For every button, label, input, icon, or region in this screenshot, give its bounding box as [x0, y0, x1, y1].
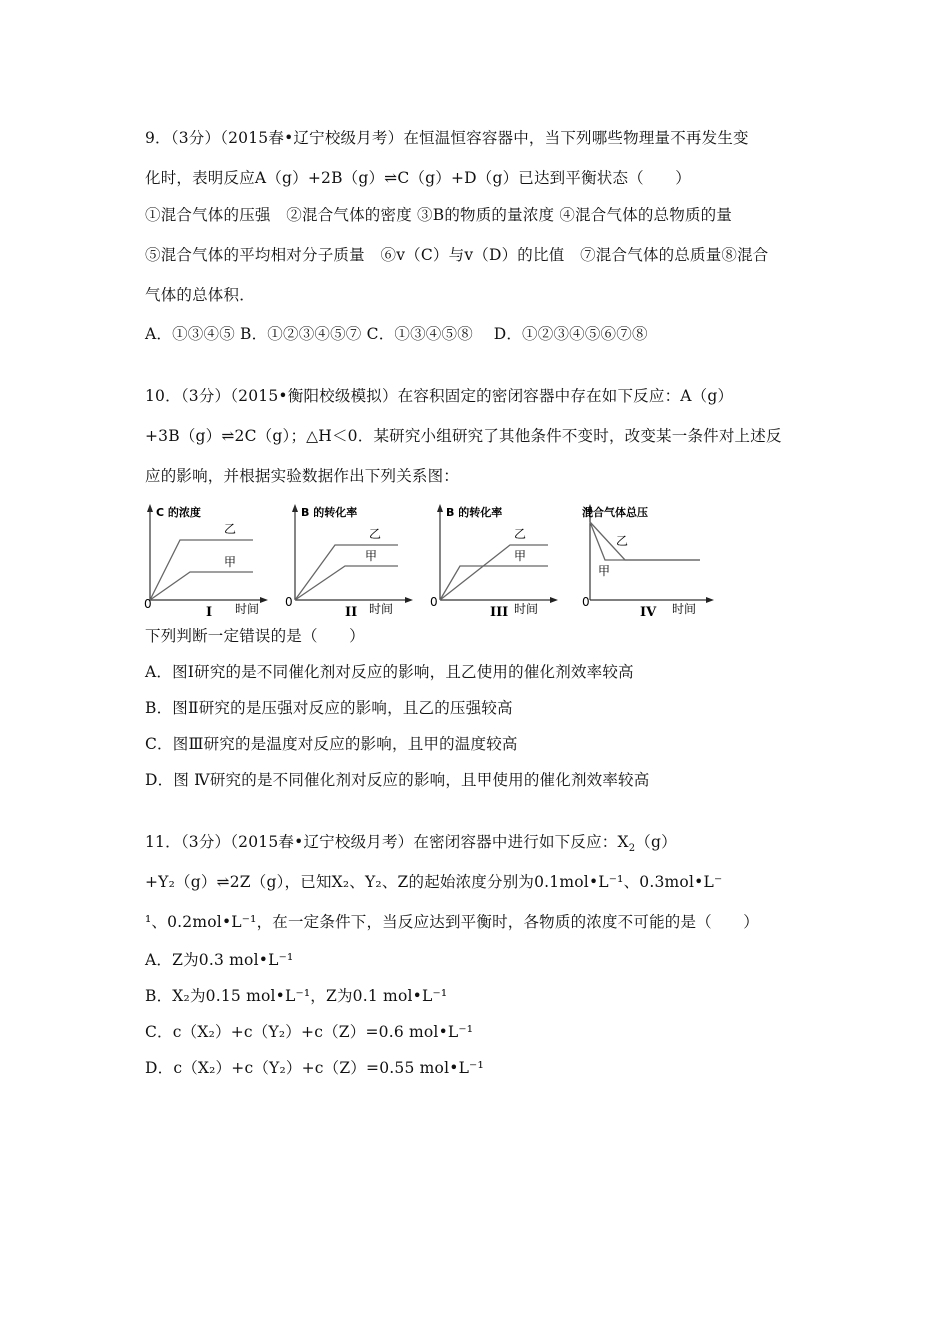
- q10-line2: +3B（g）⇌2C（g）；△H＜0．某研究小组研究了其他条件不变时，改变某一条件对上述反: [145, 427, 782, 445]
- chart-2-jia: 甲: [365, 549, 378, 563]
- q11-option-c: C．c（X₂）+c（Y₂）+c（Z）=0.6 mol•L⁻¹: [145, 1023, 474, 1041]
- chart-4-yi: 乙: [616, 534, 629, 548]
- chart-4-origin: 0: [582, 595, 590, 609]
- chart-2-yi: 乙: [369, 527, 382, 541]
- chart-3-svg: [430, 498, 560, 628]
- q10-option-c: C．图Ⅲ研究的是温度对反应的影响，且甲的温度较高: [145, 735, 518, 753]
- q9-line2: 化时，表明反应A（g）+2B（g）⇌C（g）+D（g）已达到平衡状态（ ）: [145, 169, 691, 187]
- chart-3-curve-jia: [440, 566, 548, 600]
- q11-line2: +Y₂（g）⇌2Z（g），已知X₂、Y₂、Z的起始浓度分别为0.1mol•L⁻¹、0.3mol•L⁻: [145, 873, 723, 891]
- chart-4-curve-jia: [590, 522, 700, 560]
- q10-question: 下列判断一定错误的是（ ）: [145, 627, 365, 645]
- chart-3-jia: 甲: [514, 549, 527, 563]
- chart-1-roman: I: [206, 605, 213, 620]
- q11-line1-text: 11．（3分）（2015春•辽宁校级月考）在密闭容器中进行如下反应：X: [145, 833, 629, 851]
- chart-1: [140, 498, 270, 628]
- chart-4: [580, 498, 710, 628]
- q11-line1-tail: （g）: [635, 833, 677, 851]
- q9-line5: 气体的总体积．: [145, 286, 255, 304]
- chart-4-xlabel: 时间: [672, 602, 697, 616]
- q11-option-a: A．Z为0.3 mol•L⁻¹: [145, 951, 294, 969]
- q9-line3: ①混合气体的压强 ②混合气体的密度 ③B的物质的量浓度 ④混合气体的总物质的量: [145, 206, 733, 224]
- q11-line3: ¹、0.2mol•L⁻¹，在一定条件下，当反应达到平衡时，各物质的浓度不可能的是（ ）: [145, 913, 759, 931]
- q10-option-a: A．图Ⅰ研究的是不同催化剂对反应的影响，且乙使用的催化剂效率较高: [145, 663, 634, 681]
- q11-line1: [145, 832, 677, 859]
- q11-line1-sub: 2: [628, 843, 636, 855]
- chart-1-jia: 甲: [224, 555, 237, 569]
- chart-3-origin: 0: [430, 595, 438, 609]
- q9-line1: 9．（3分）（2015春•辽宁校级月考）在恒温恒容容器中，当下列哪些物理量不再发生变: [145, 129, 749, 147]
- chart-1-curve-yi: [150, 540, 253, 600]
- q11-option-d: D．c（X₂）+c（Y₂）+c（Z）=0.55 mol•L⁻¹: [145, 1059, 484, 1077]
- chart-2-ylabel: B 的转化率: [301, 506, 358, 519]
- chart-2: [285, 498, 415, 628]
- chart-1-curve-jia: [150, 572, 253, 600]
- chart-1-ylabel: C 的浓度: [156, 506, 201, 519]
- q10-line3: 应的影响，并根据实验数据作出下列关系图：: [145, 467, 460, 485]
- q11-option-b: B．X₂为0.15 mol•L⁻¹，Z为0.1 mol•L⁻¹: [145, 987, 448, 1005]
- chart-4-svg: [580, 498, 710, 628]
- chart-4-ylabel: 混合气体总压: [582, 506, 648, 519]
- chart-4-jia: 甲: [598, 564, 611, 578]
- relation-charts: [140, 498, 720, 628]
- chart-2-svg: [285, 498, 415, 628]
- chart-4-roman: IV: [640, 605, 657, 620]
- q10-option-d: D．图 Ⅳ研究的是不同催化剂对反应的影响，且甲使用的催化剂效率较高: [145, 771, 650, 789]
- q10-option-b: B．图Ⅱ研究的是压强对反应的影响，且乙的压强较高: [145, 699, 513, 717]
- chart-3-roman: III: [490, 605, 509, 620]
- chart-3: [430, 498, 560, 628]
- q10-line1: 10．（3分）（2015•衡阳校级模拟）在容积固定的密闭容器中存在如下反应：A（g）: [145, 387, 734, 405]
- chart-1-origin: 0: [144, 597, 152, 611]
- chart-3-yi: 乙: [514, 527, 527, 541]
- chart-3-ylabel: B 的转化率: [446, 506, 503, 519]
- chart-1-xlabel: 时间: [235, 602, 260, 616]
- chart-3-xlabel: 时间: [514, 602, 539, 616]
- chart-2-curve-jia: [295, 566, 398, 600]
- chart-2-origin: 0: [285, 595, 293, 609]
- chart-4-curve-yi: [590, 522, 700, 560]
- chart-1-svg: [140, 498, 270, 628]
- chart-2-curve-yi: [295, 545, 398, 600]
- q9-options: A．①③④⑤ B．①②③④⑤⑦ C．①③④⑤⑧ D．①②③④⑤⑥⑦⑧: [145, 325, 648, 343]
- chart-2-xlabel: 时间: [369, 602, 394, 616]
- chart-1-yi: 乙: [224, 522, 237, 536]
- q9-line4: ⑤混合气体的平均相对分子质量 ⑥v（C）与v（D）的比值 ⑦混合气体的总质量⑧混合: [145, 246, 769, 264]
- chart-2-roman: II: [345, 605, 358, 620]
